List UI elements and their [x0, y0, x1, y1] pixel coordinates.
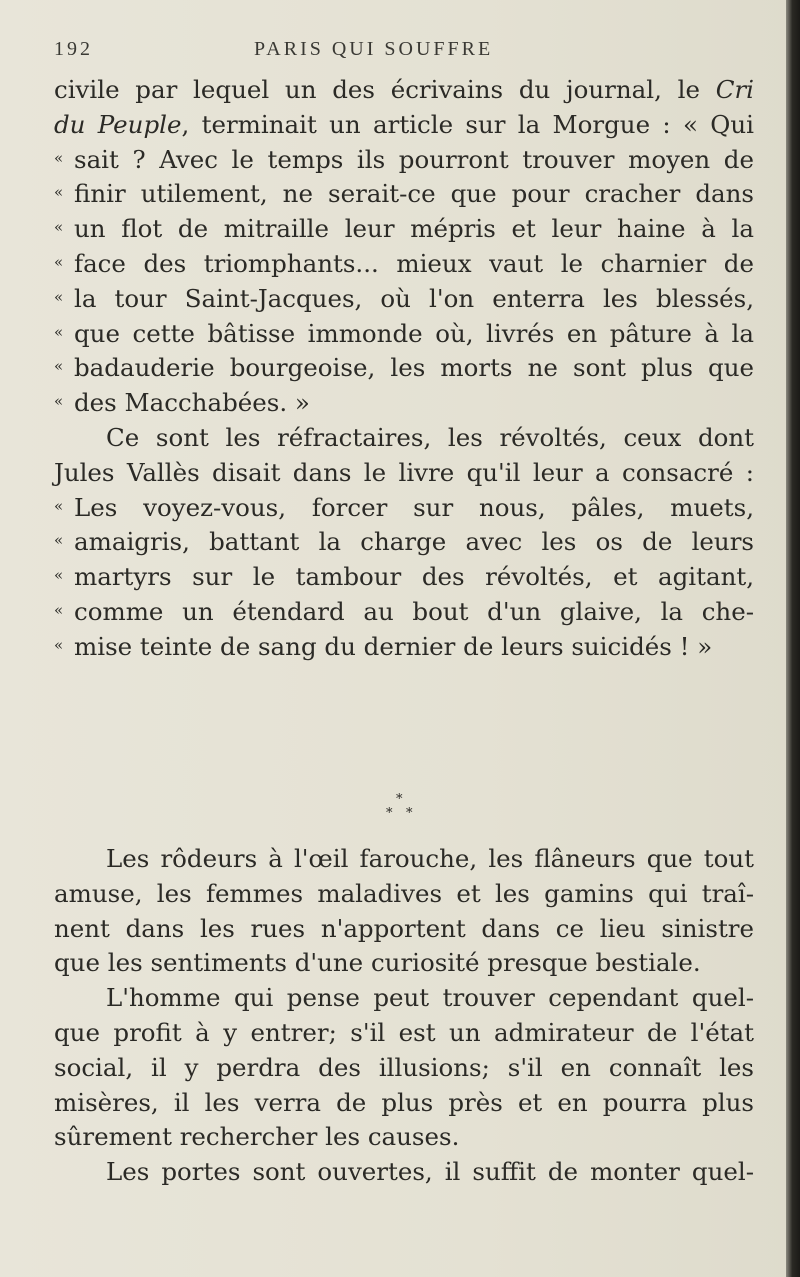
asterism-star: *	[406, 806, 413, 821]
text-line: « un flot de mitraille leur mépris et leur haine à la	[54, 212, 754, 247]
text-line: du Peuple, terminait un article sur la Morgue : « Qui	[54, 109, 754, 139]
text-line: « martyrs sur le tambour des révoltés, et agitant,	[54, 560, 754, 595]
text-line: « face des triomphants... mieux vaut le charnier de	[54, 247, 754, 282]
text-line: sûrement rechercher les causes.	[54, 1122, 460, 1152]
asterism-star: *	[396, 792, 403, 807]
text-line: « finir utilement, ne serait-ce que pour cracher dans	[54, 177, 754, 212]
text-line: Les portes sont ouvertes, il suffit de monter quel-	[106, 1157, 754, 1187]
text-line: que les sentiments d'une curiosité presque bestiale.	[54, 948, 701, 978]
text-line: « badauderie bourgeoise, les morts ne sont plus que	[54, 351, 754, 386]
text-line: Jules Vallès disait dans le livre qu'il leur a consacré :	[54, 457, 754, 487]
text-line: « amaigris, battant la charge avec les os de leurs	[54, 525, 754, 560]
text-line: « des Macchabées. »	[54, 386, 754, 421]
asterism-ornament	[380, 792, 420, 832]
text-block-1	[54, 73, 754, 665]
text-line: misères, il les verra de plus près et en pourra plus	[54, 1087, 754, 1117]
text-line: L'homme qui pense peut trouver cependant quel-	[106, 983, 754, 1013]
text-line: Les rôdeurs à l'œil farouche, les flâneurs que tout	[106, 844, 754, 873]
running-title: PARIS QUI SOUFFRE	[254, 38, 494, 60]
text-line: « que cette bâtisse immonde où, livrés en pâture à la	[54, 317, 754, 352]
text-line: « Les voyez-vous, forcer sur nous, pâles, muets,	[54, 491, 754, 526]
text-line: civile par lequel un des écrivains du journal, le Cri	[54, 75, 754, 104]
book-spine-shadow	[786, 0, 800, 1277]
text-block-2	[54, 842, 754, 1190]
text-line: amuse, les femmes maladives et les gamins qui traî-	[54, 878, 754, 908]
text-line: Ce sont les réfractaires, les révoltés, ceux dont	[106, 422, 754, 452]
text-line: que profit à y entrer; s'il est un admirateur de l'état	[54, 1017, 754, 1047]
text-line: social, il y perdra des illusions; s'il en connaît les	[54, 1052, 754, 1082]
text-line: « mise teinte de sang du dernier de leurs suicidés ! »	[54, 630, 754, 665]
asterism-star: *	[386, 806, 393, 821]
text-line: nent dans les rues n'apportent dans ce lieu sinistre	[54, 913, 754, 943]
text-line: « comme un étendard au bout d'un glaive, la che-	[54, 595, 754, 630]
text-line: « la tour Saint-Jacques, où l'on enterra les blessés,	[54, 282, 754, 317]
page-number: 192	[54, 38, 93, 60]
running-head	[54, 38, 744, 68]
text-line: « sait ? Avec le temps ils pourront trouver moyen de	[54, 143, 754, 178]
